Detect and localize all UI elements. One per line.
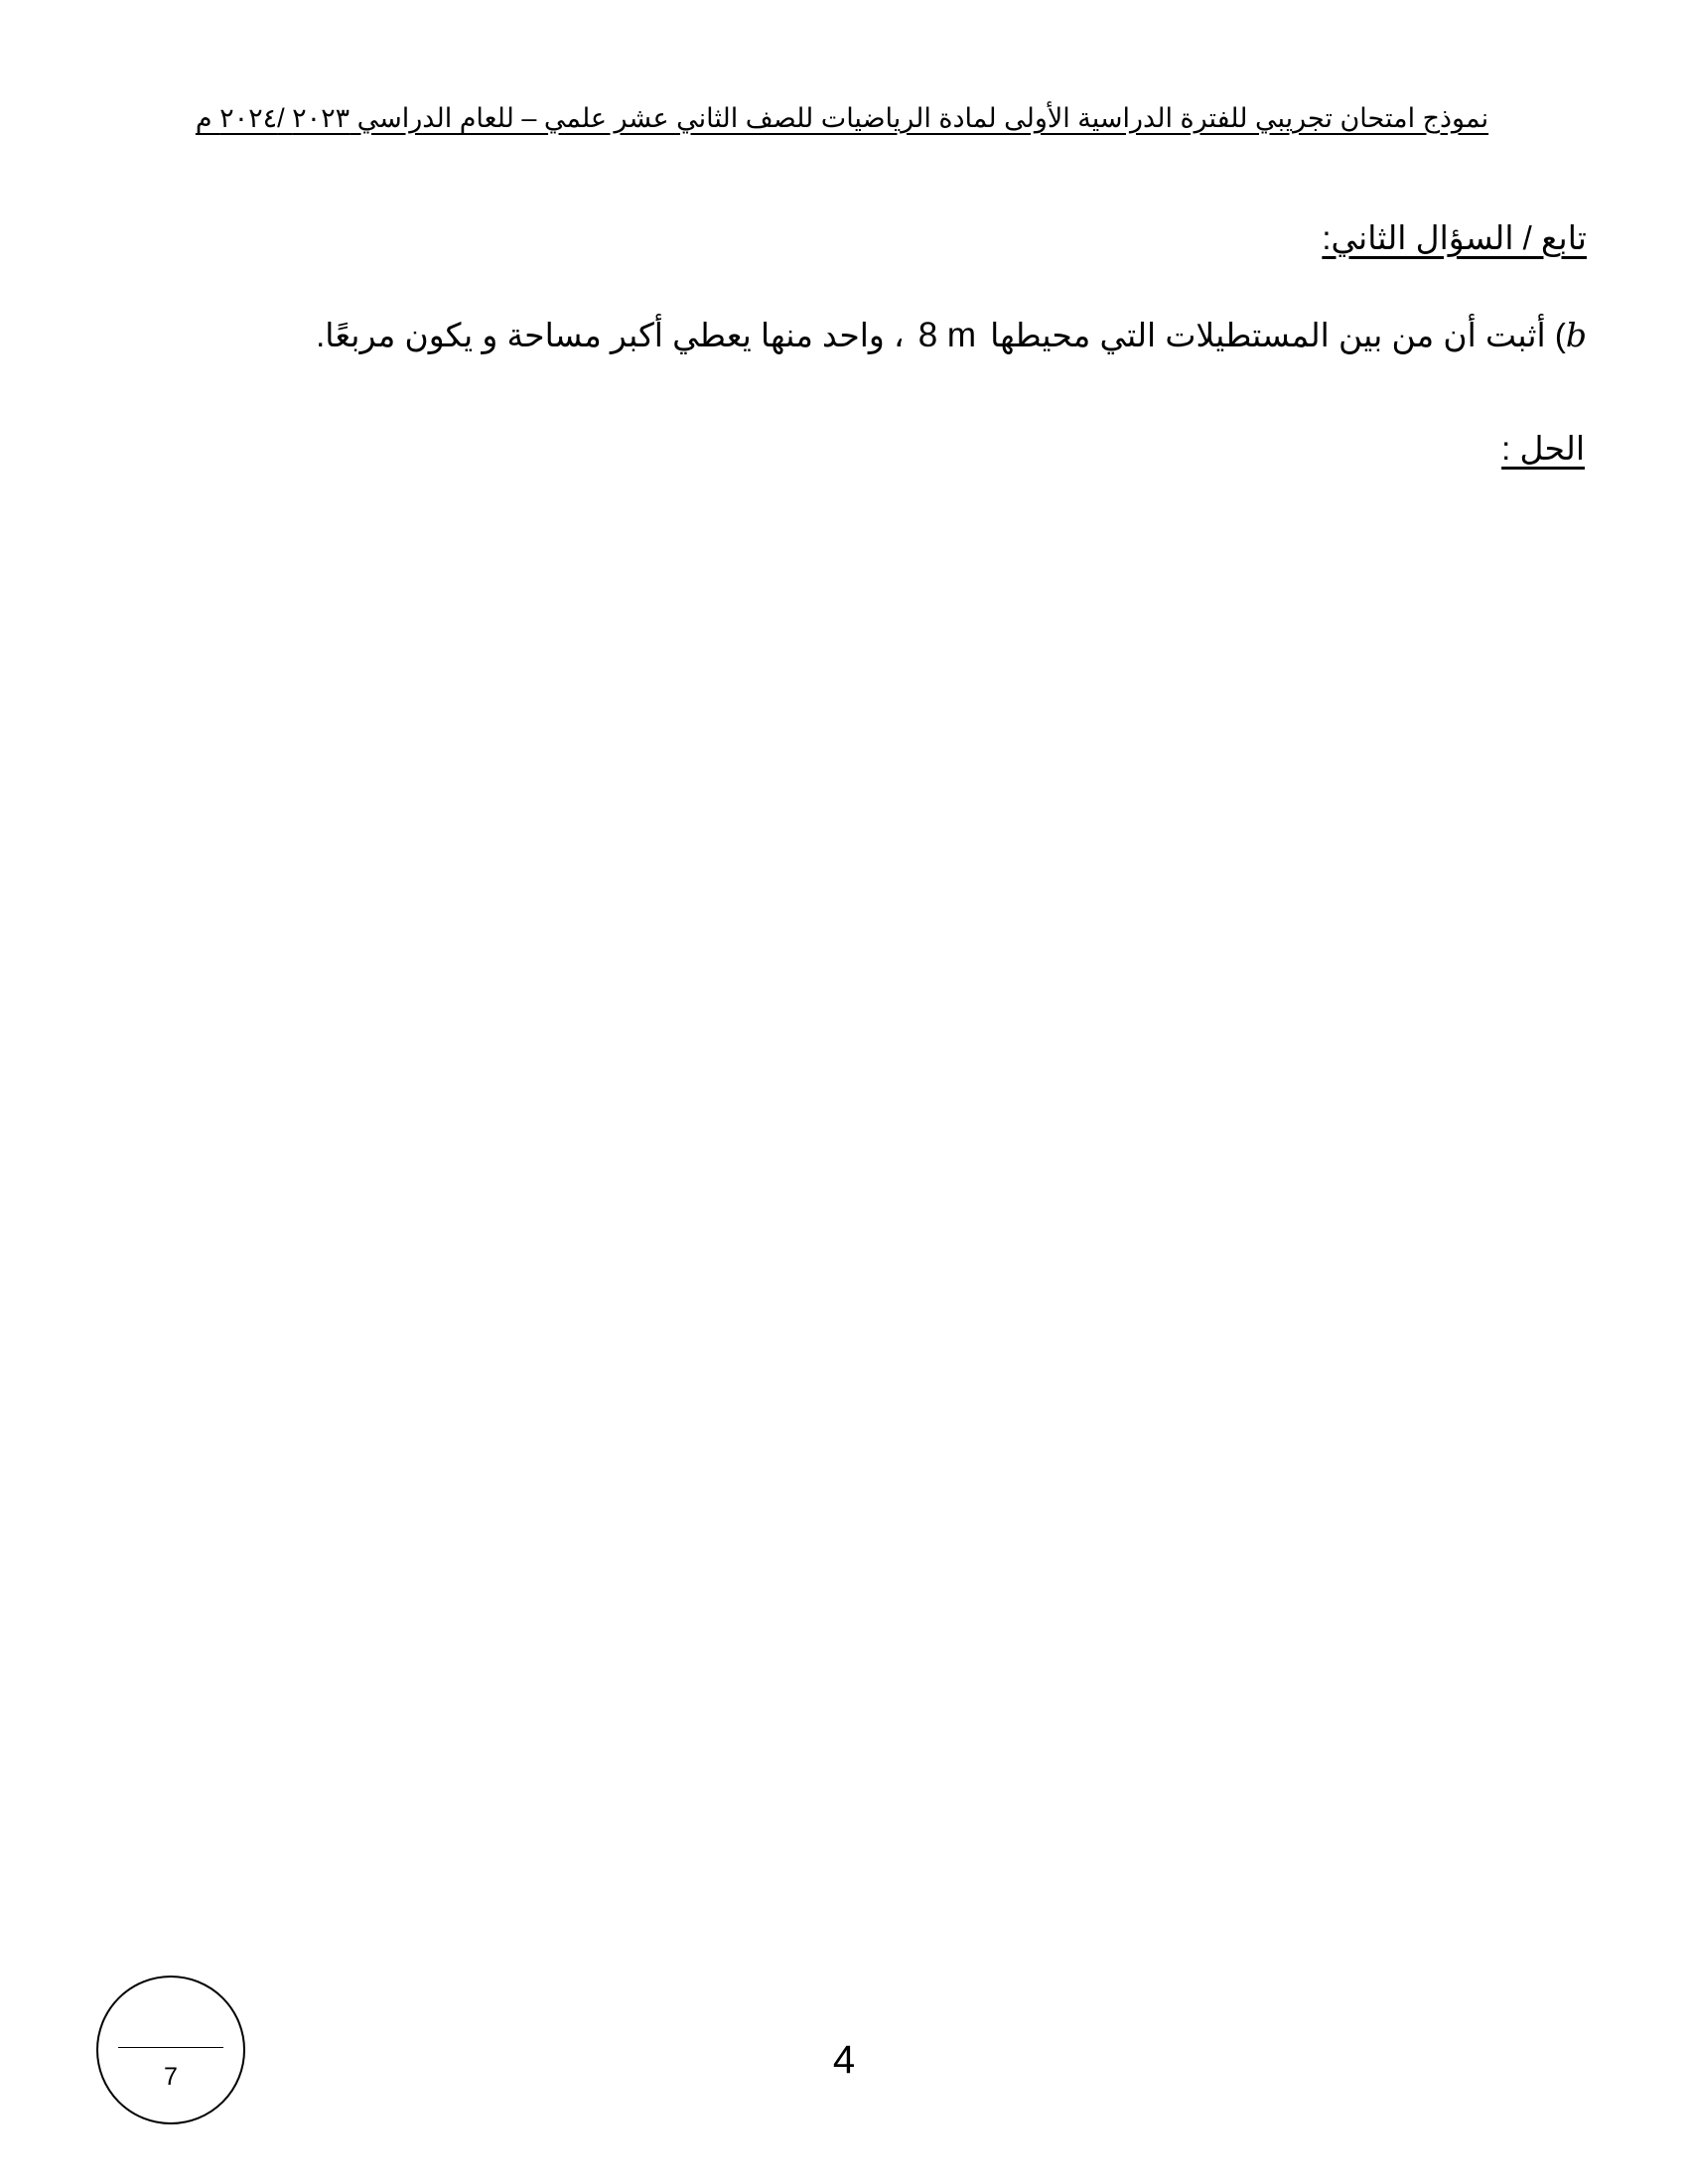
perimeter-value: 8 m	[917, 316, 977, 354]
score-fraction-line	[118, 2047, 223, 2048]
question-text-after: ، واحد منها يعطي أكبر مساحة و يكون مربعًا.	[316, 317, 905, 353]
score-circle	[96, 1976, 245, 2124]
question-paren: )	[1554, 317, 1566, 353]
question-text-before: أثبت أن من بين المستطيلات التي محيطها	[990, 317, 1546, 353]
answer-area[interactable]	[149, 486, 1539, 1926]
exam-header-title: نموذج امتحان تجريبي للفترة الدراسية الأولى لمادة الرياضيات للصف الثاني عشر علمي – للعام الدراسي ٢٠٢٣ /٢٠٢٤ م	[195, 103, 1489, 133]
question-b	[177, 316, 1587, 355]
section-heading: تابع / السؤال الثاني:	[1322, 219, 1587, 256]
page-number: 4	[832, 2038, 856, 2082]
question-letter: b	[1565, 316, 1587, 354]
score-max: 7	[164, 2063, 178, 2091]
solution-label: الحل :	[1501, 430, 1585, 467]
